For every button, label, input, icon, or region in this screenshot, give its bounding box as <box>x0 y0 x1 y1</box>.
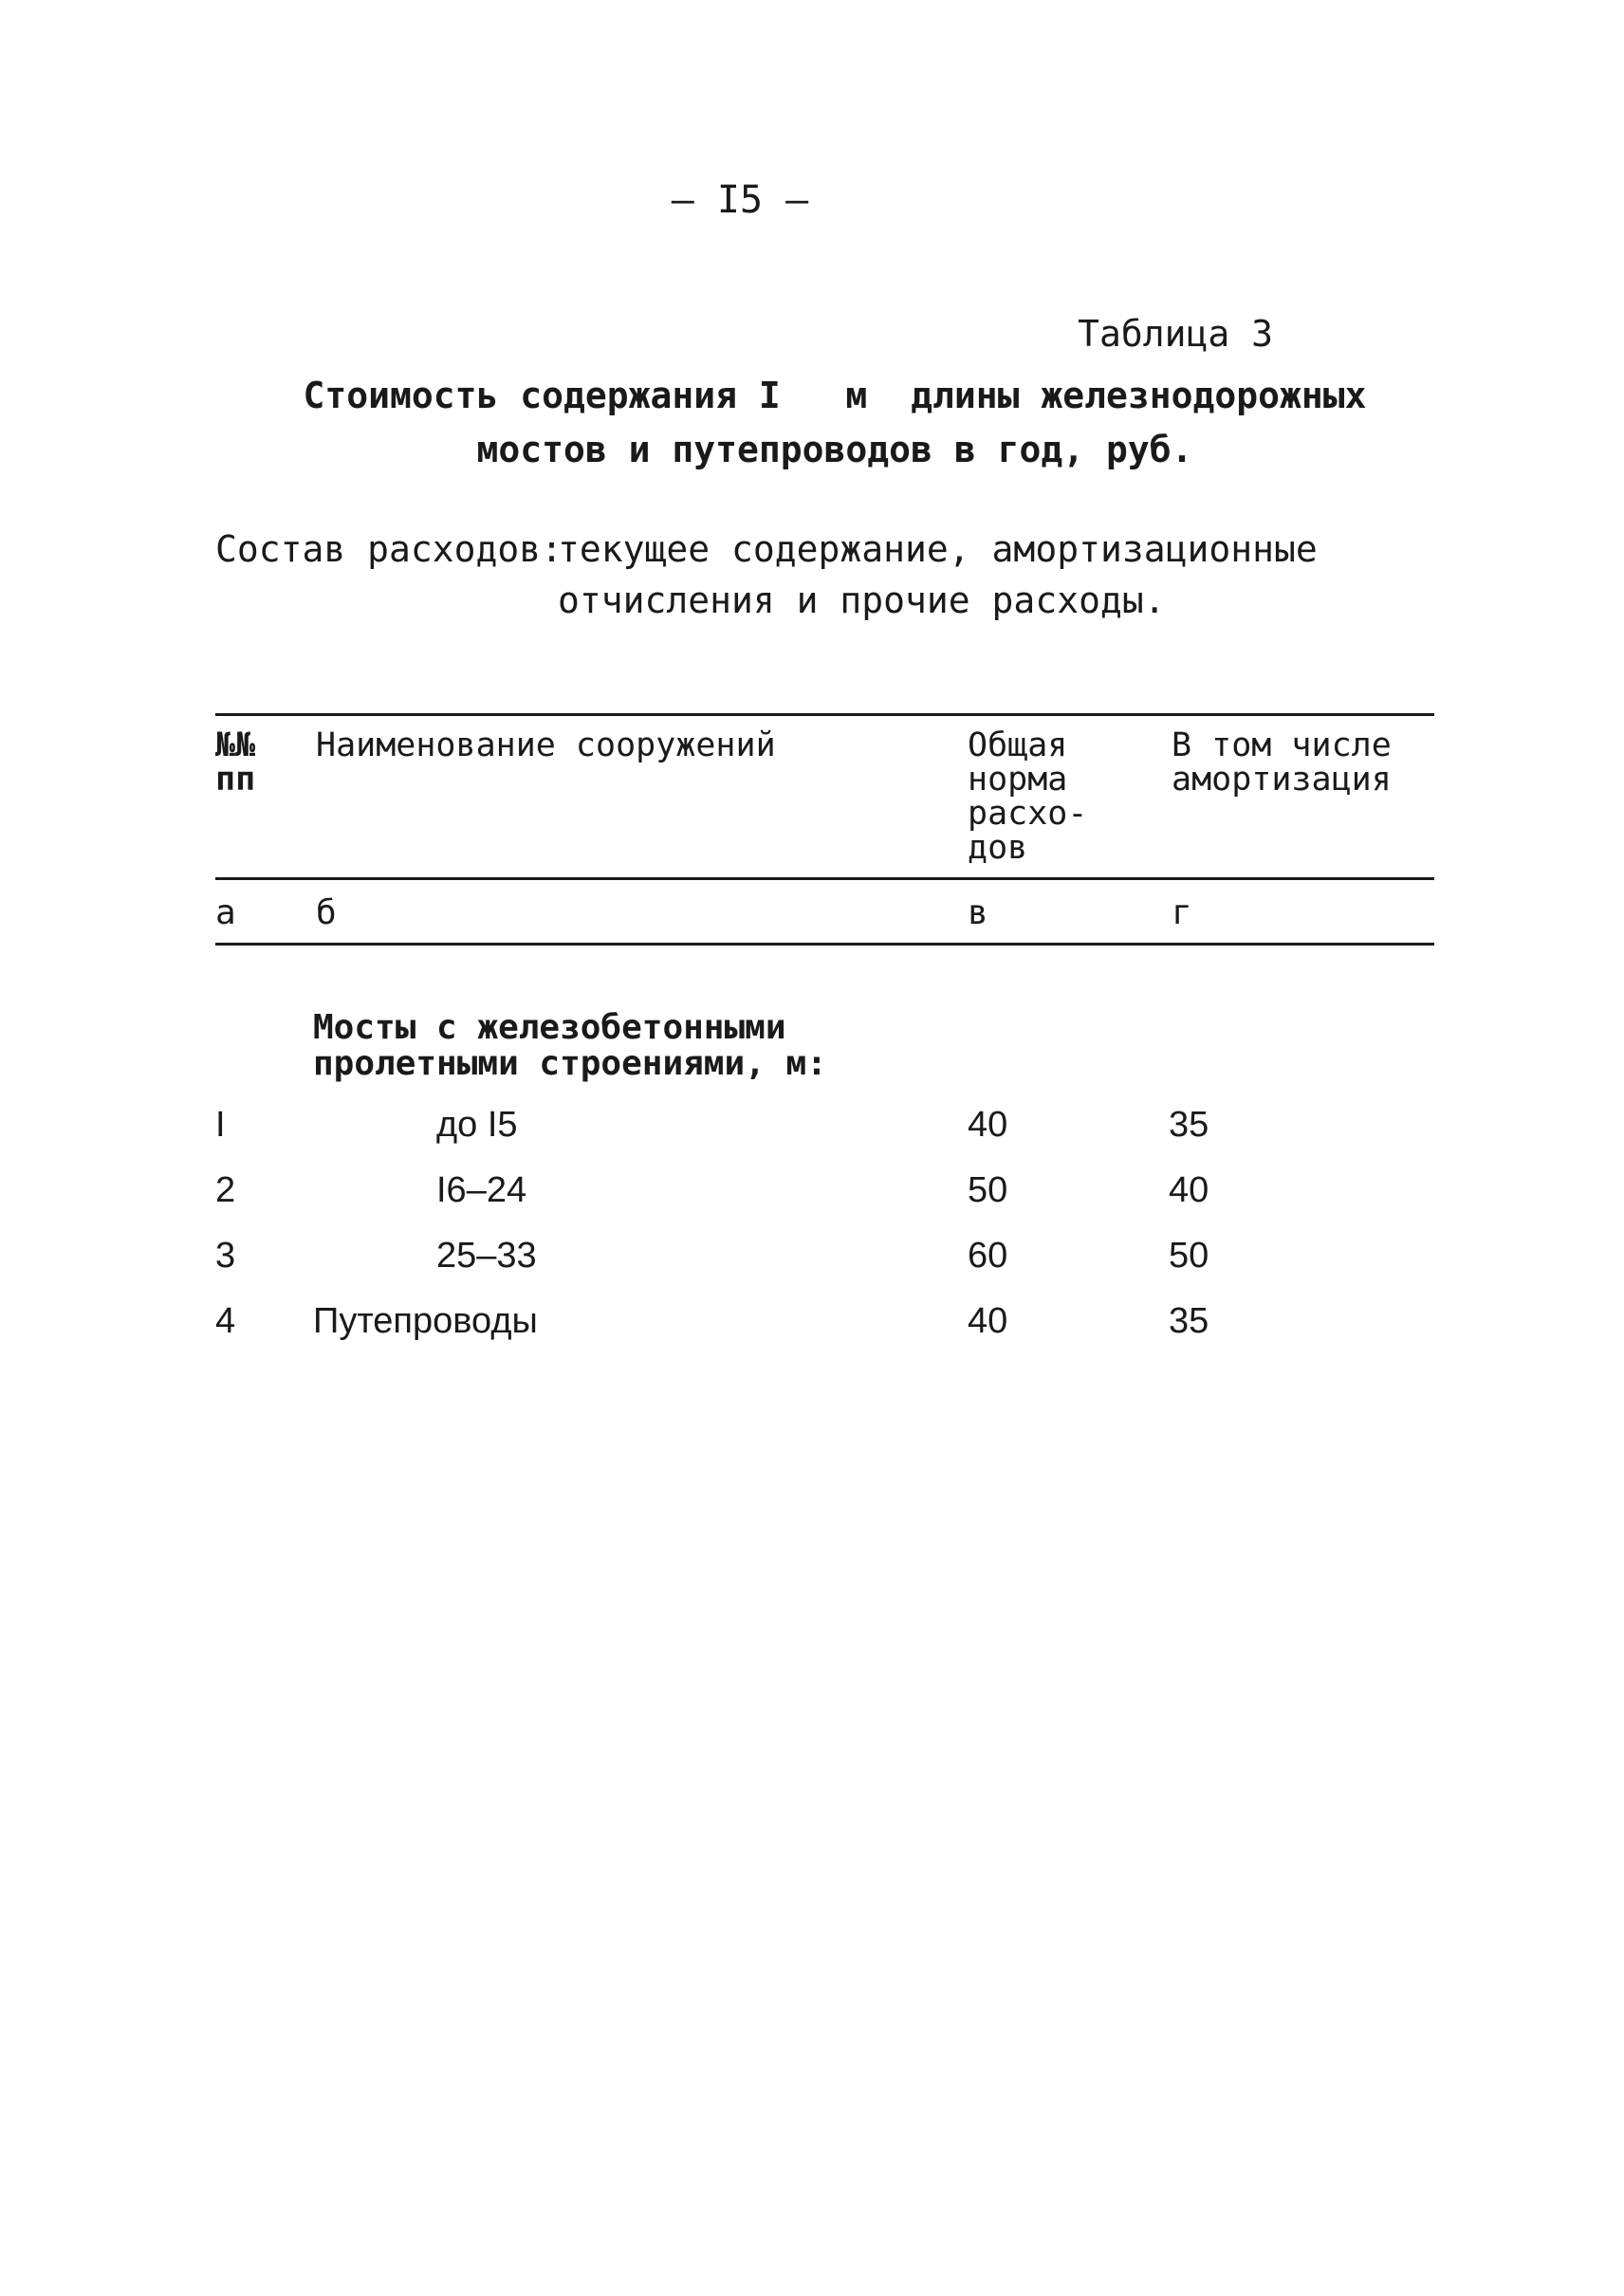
table-row <box>0 1105 1624 1152</box>
table-letters-rule <box>215 943 1434 946</box>
row-amortization: 50 <box>1169 1236 1209 1276</box>
table-title-line-1: Стоимость содержания I м длины железнодорожных <box>303 375 1367 416</box>
table-title-line-2: мостов и путепроводов в год, руб. <box>476 429 1193 470</box>
header-amortization: В том числе амортизация <box>1172 726 1392 799</box>
row-total: 40 <box>968 1105 1008 1145</box>
table-row <box>0 1301 1624 1349</box>
column-letter-a: а <box>215 893 236 932</box>
header-row-number: №№ пп <box>215 726 256 799</box>
row-name: Путепроводы <box>313 1301 538 1341</box>
page-number: – I5 – <box>671 178 809 222</box>
row-number: 2 <box>215 1170 236 1210</box>
row-total: 50 <box>968 1170 1008 1210</box>
header-total-norm: Общая норма расхо- дов <box>968 726 1088 867</box>
table-header-rule <box>215 877 1434 880</box>
row-amortization: 35 <box>1169 1301 1209 1341</box>
row-total: 40 <box>968 1301 1008 1341</box>
composition-label: Состав расходов: <box>215 528 563 570</box>
row-total: 60 <box>968 1236 1008 1276</box>
composition-text-line-1: текущее содержание, амортизационные <box>558 528 1318 570</box>
row-name: до I5 <box>436 1105 518 1145</box>
composition-text-line-2: отчисления и прочие расходы. <box>558 579 1166 621</box>
column-letter-g: г <box>1172 893 1192 932</box>
group-title-bridges: Мосты с железобетонными пролетными строениями, м: <box>313 1008 827 1083</box>
table-row <box>0 1236 1624 1283</box>
table-row <box>0 1170 1624 1218</box>
row-number: 4 <box>215 1301 236 1341</box>
row-amortization: 35 <box>1169 1105 1209 1145</box>
header-structure-name: Наименование сооружений <box>316 726 776 764</box>
row-name: I6–24 <box>436 1170 527 1210</box>
table-top-rule <box>215 713 1434 716</box>
table-label: Таблица 3 <box>1078 313 1273 355</box>
column-letter-v: в <box>968 893 988 932</box>
column-letter-b: б <box>316 893 337 932</box>
row-amortization: 40 <box>1169 1170 1209 1210</box>
row-number: 3 <box>215 1236 236 1276</box>
row-number: I <box>215 1105 226 1145</box>
row-name: 25–33 <box>436 1236 537 1276</box>
